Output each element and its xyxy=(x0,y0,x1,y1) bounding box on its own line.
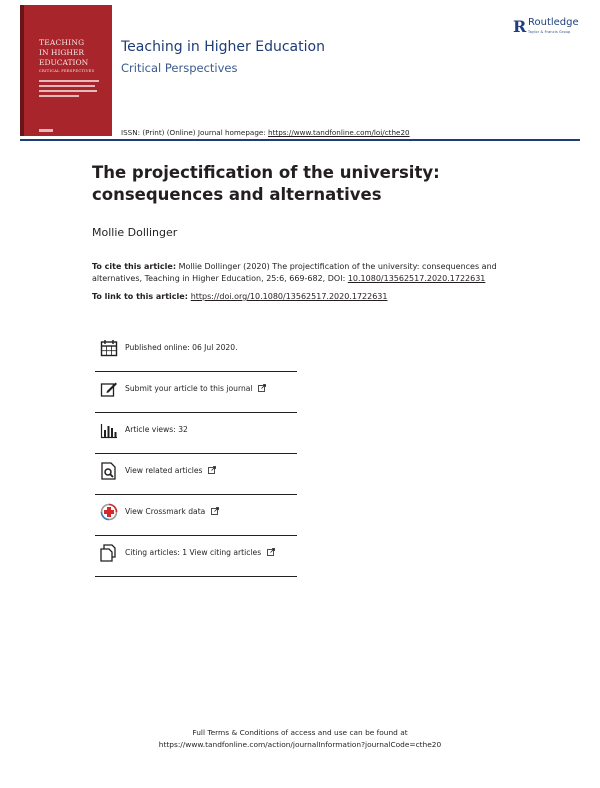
cover-spine xyxy=(20,5,24,136)
publisher-name: Routledge xyxy=(528,17,579,28)
citation-block xyxy=(92,261,497,285)
cover-subtitle: CRITICAL PERSPECTIVES xyxy=(39,69,95,73)
publisher-tagline: Taylor & Francis Group xyxy=(528,30,571,34)
external-link-icon xyxy=(258,384,266,392)
doi-link[interactable]: 10.1080/13562517.2020.1722631 xyxy=(347,274,486,283)
edit-icon xyxy=(100,380,118,398)
footer-terms-url[interactable]: https://www.tandfonline.com/action/journalInformation?journalCode=cthe20 xyxy=(158,740,442,749)
cover-title-line: IN HIGHER xyxy=(39,48,85,57)
crossmark-row[interactable] xyxy=(95,495,297,536)
external-link-icon xyxy=(267,548,275,556)
cite-text: Mollie Dollinger (2020) The projectification of the university: consequences and xyxy=(176,262,497,271)
journal-subtitle: Critical Perspectives xyxy=(121,61,238,75)
calendar-icon xyxy=(100,339,118,357)
crossmark-icon xyxy=(100,503,118,521)
link-label: To link to this article: xyxy=(92,292,191,301)
article-title-line: consequences and alternatives xyxy=(92,185,382,204)
cover-text-line xyxy=(39,95,79,97)
citing-articles-label[interactable]: Citing articles: 1 View citing articles xyxy=(125,548,262,557)
crossmark-link-text xyxy=(125,507,219,516)
article-views-text: Article views: 32 xyxy=(125,425,188,434)
cover-title-line: EDUCATION xyxy=(39,58,89,67)
footer xyxy=(0,727,600,751)
submit-article-row[interactable] xyxy=(95,372,297,413)
external-link-icon xyxy=(208,466,216,474)
article-title xyxy=(92,162,440,206)
related-articles-link-text xyxy=(125,466,216,475)
article-author: Mollie Dollinger xyxy=(92,226,178,239)
cover-text-line xyxy=(39,85,95,87)
issn-text: ISSN: (Print) (Online) Journal homepage: xyxy=(121,128,269,137)
cover-title-line: TEACHING xyxy=(39,38,85,47)
footer-terms-text: Full Terms & Conditions of access and use can be found at xyxy=(192,728,408,737)
cover-text-line xyxy=(39,90,97,92)
related-search-icon xyxy=(100,462,118,480)
cover-text-line xyxy=(39,80,99,82)
submit-article-link-text xyxy=(125,384,266,393)
issn-line xyxy=(121,128,410,137)
cite-text: alternatives, Teaching in Higher Education, 25:6, 669-682, DOI: xyxy=(92,274,348,283)
journal-homepage-link[interactable]: https://www.tandfonline.com/loi/cthe20 xyxy=(268,128,410,137)
published-online-row xyxy=(95,331,297,372)
published-online-text: Published online: 06 Jul 2020. xyxy=(125,343,238,352)
related-articles-row[interactable] xyxy=(95,454,297,495)
journal-cover xyxy=(20,5,112,136)
routledge-r-icon: R xyxy=(513,17,527,36)
article-doi-url-link[interactable]: https://doi.org/10.1080/13562517.2020.1722631 xyxy=(190,292,388,301)
article-info-panel xyxy=(95,331,297,577)
crossmark-label[interactable]: View Crossmark data xyxy=(125,507,206,516)
external-link-icon xyxy=(211,507,219,515)
citing-articles-row[interactable] xyxy=(95,536,297,577)
citing-articles-icon xyxy=(100,544,118,562)
related-articles-label[interactable]: View related articles xyxy=(125,466,203,475)
submit-article-label[interactable]: Submit your article to this journal xyxy=(125,384,253,393)
cover-publisher-logo xyxy=(39,129,53,132)
publisher-logo[interactable] xyxy=(513,17,583,37)
cite-label: To cite this article: xyxy=(92,262,177,271)
header-divider xyxy=(20,139,580,141)
article-views-row xyxy=(95,413,297,454)
journal-title[interactable]: Teaching in Higher Education xyxy=(121,39,325,55)
article-link-line xyxy=(92,292,388,301)
article-title-line: The projectification of the university: xyxy=(92,163,440,182)
citing-articles-link-text xyxy=(125,548,275,557)
bar-chart-icon xyxy=(100,421,118,439)
